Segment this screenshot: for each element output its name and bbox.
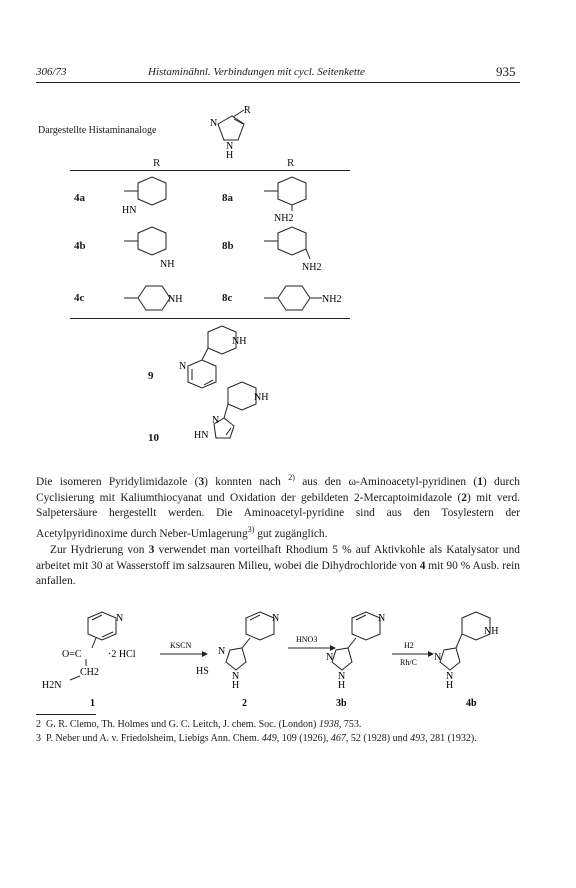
compound-id-4c: 4c — [74, 292, 85, 304]
pyrazole-hn-10: HN — [194, 430, 209, 441]
arrow1-reagent: KSCN — [170, 641, 192, 650]
c4-nh: NH — [484, 626, 499, 637]
compound-label-3b: 3b — [336, 698, 347, 709]
ring-nh-10: NH — [254, 392, 269, 403]
c4-h: H — [446, 680, 454, 691]
aminocyclohexyl-2-structure — [250, 175, 330, 225]
aminocyclohexyl-4-structure — [250, 282, 360, 318]
ring-hn-4a: HN — [122, 205, 137, 216]
compound-id-10: 10 — [148, 432, 159, 444]
compound-id-8b: 8b — [222, 240, 234, 252]
compound-id-4b: 4b — [74, 240, 86, 252]
c3-pyridine-n: N — [378, 613, 386, 624]
compound-2-structure — [196, 612, 279, 691]
footnote-3: 3 P. Neber und A. v. Friedolsheim, Liebigs Ann. Chem. 449, 109 (1926), 467, 52 (1928) und 493, 281 (1932). — [36, 732, 477, 744]
ring-nh-4b: NH — [160, 259, 175, 270]
arrow3-reagent-top: H2 — [404, 641, 414, 650]
column-head-r-right: R — [287, 157, 295, 169]
c4-ring-nh: N — [446, 671, 454, 682]
c3-n: N — [326, 652, 334, 663]
arrow2-reagent: HNO3 — [296, 635, 318, 644]
running-head-title: Histaminähnl. Verbindungen mit cycl. Seitenkette — [148, 66, 365, 78]
imidazole-r: R — [244, 105, 251, 116]
c2-nh: N — [232, 671, 240, 682]
ring-nh-4c: NH — [168, 294, 183, 305]
c1-h2n: H2N — [42, 680, 62, 691]
header-rule — [36, 82, 520, 83]
pyridine-n-9: N — [179, 361, 187, 372]
c3-h: H — [338, 680, 346, 691]
footnote-2: 2 G. R. Clemo, Th. Holmes und G. C. Leitch, J. chem. Soc. (London) 1938, 753. — [36, 719, 362, 730]
paragraph-2: Zur Hydrierung von 3 verwendet man vorteilhaft Rhodium 5 % auf Aktivkohle als Katalysator und arbeitet mit 30 at Wasserstoff im salzsauren Milieu, wobei die Dihydrochloride von 4 mit 90 % Ausb. rein anfallen. — [36, 543, 520, 588]
paragraph-1: Die isomeren Pyridylimidazole (3) konnten nach $^{2)}$ aus den ω-Aminoacetyl-pyridinen (1) durch Cyclisierung mit Kaliumthiocyanat und Oxidation der gebildeten 2-Mercaptoimidazole (2) mit verd. Salpetersäure hergestellt werden. Die Aminoacetyl-pyridine sind aus den Tosylestern der Acetylpyridinoxime durch Neber-Umlagerung$^{3)}$ gut zugänglich. — [36, 473, 521, 540]
table-top-rule — [70, 170, 350, 171]
reaction-scheme — [36, 608, 540, 714]
compound-label-4b: 4b — [466, 698, 477, 709]
c2-h: H — [232, 680, 240, 691]
aminocyclohexyl-3-structure — [250, 225, 340, 277]
c4-n: N — [434, 652, 442, 663]
pyrazolylpiperidine-structure-10 — [192, 380, 292, 452]
c1-ch2: CH2 — [80, 667, 99, 678]
substituent-nh2-8a: NH2 — [274, 213, 294, 224]
table-caption: Dargestellte Histaminanaloge — [38, 125, 157, 136]
substituent-nh2-8c: NH2 — [322, 294, 342, 305]
substituent-nh2-8b: NH2 — [302, 262, 322, 273]
c3-nh: N — [338, 671, 346, 682]
compound-label-2: 2 — [242, 698, 247, 709]
imidazole-nh: N — [226, 141, 234, 152]
c2-pyridine-n: N — [272, 613, 280, 624]
piperidin-3-yl-structure — [110, 225, 200, 270]
compound-id-8c: 8c — [222, 292, 233, 304]
footnotes — [36, 718, 520, 745]
c1-carbonyl: O=C — [62, 649, 82, 660]
imidazole-h: H — [226, 150, 234, 161]
column-head-r-left: R — [153, 157, 161, 169]
imidazole-core-structure — [200, 104, 270, 164]
compound-4b-structure — [434, 612, 498, 691]
c2-n: N — [218, 646, 226, 657]
compound-id-4a: 4a — [74, 192, 85, 204]
c2-hs: HS — [196, 666, 209, 677]
pyrazole-n-10: N — [212, 415, 220, 426]
body-text — [36, 470, 520, 590]
arrow3-reagent-bottom: Rh/C — [400, 658, 417, 667]
c1-hcl: ·2 HCl — [108, 649, 136, 660]
compound-3b-structure — [326, 612, 385, 691]
compound-1-structure — [42, 612, 136, 691]
c1-pyridine-n: N — [116, 613, 124, 624]
table-bottom-rule — [70, 318, 350, 319]
piperidin-2-yl-structure — [110, 175, 190, 220]
piperidin-4-yl-structure — [110, 282, 220, 318]
imidazole-n: N — [210, 118, 218, 129]
compound-id-8a: 8a — [222, 192, 233, 204]
footnote-rule — [36, 714, 96, 715]
ring-nh-9: NH — [232, 336, 247, 347]
compound-id-9: 9 — [148, 370, 154, 382]
running-head-left: 306/73 — [36, 66, 67, 78]
page-number: 935 — [496, 64, 516, 79]
compound-label-1: 1 — [90, 698, 95, 709]
